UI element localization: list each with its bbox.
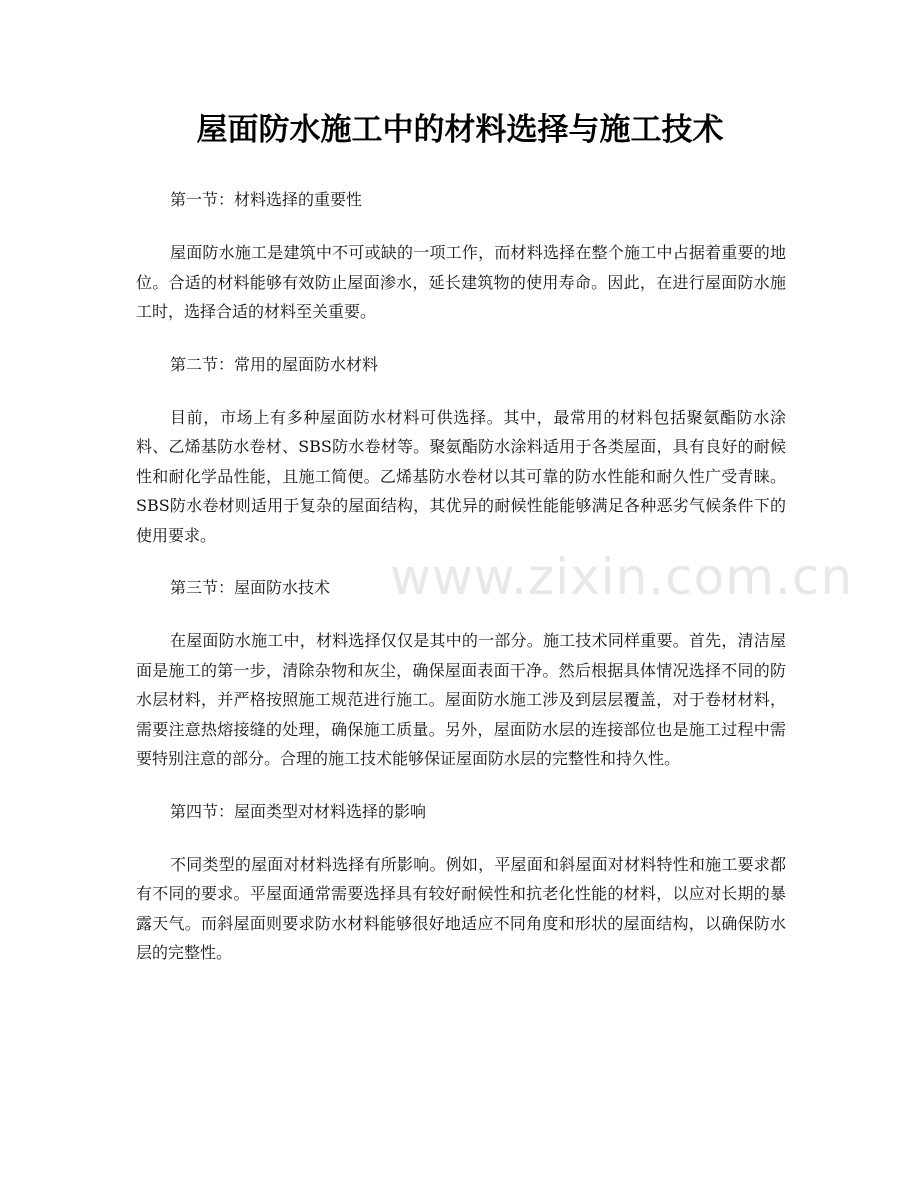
document-body [136, 182, 786, 968]
section-paragraph: 目前，市场上有多种屋面防水材料可供选择。其中，最常用的材料包括聚氨酯防水涂料、乙烯基防水卷材、SBS防水卷材等。聚氨酯防水涂料适用于各类屋面，具有良好的耐候性和耐化学品性能，且施工简便。乙烯基防水卷材以其可靠的防水性能和耐久性广受青睐。SBS防水卷材则适用于复杂的屋面结构，其优异的耐候性能能够满足各种恶劣气候条件下的使用要求。 [136, 407, 786, 545]
section-4 [136, 794, 786, 968]
section-paragraph: 屋面防水施工是建筑中不可或缺的一项工作，而材料选择在整个施工中占据着重要的地位。合适的材料能够有效防止屋面渗水，延长建筑物的使用寿命。因此，在进行屋面防水施工时，选择合适的材料至关重要。 [136, 243, 786, 321]
watermark: www.zixin.com.cn [390, 548, 854, 606]
document-title: 屋面防水施工中的材料选择与施工技术 [196, 112, 724, 148]
section-3 [136, 570, 786, 774]
section-1 [136, 182, 786, 327]
section-heading: 第四节：屋面类型对材料选择的影响 [170, 801, 427, 821]
section-heading: 第三节：屋面防水技术 [170, 578, 331, 597]
section-heading: 第一节：材料选择的重要性 [170, 190, 363, 209]
section-paragraph: 不同类型的屋面对材料选择有所影响。例如，平屋面和斜屋面对材料特性和施工要求都有不同的要求。平屋面通常需要选择具有较好耐候性和抗老化性能的材料，以应对长期的暴露天气。而斜屋面则要求防水材料能够很好地适应不同角度和形状的屋面结构，以确保防水层的完整性。 [136, 854, 786, 962]
section-heading: 第二节：常用的屋面防水材料 [170, 354, 379, 374]
section-paragraph: 在屋面防水施工中，材料选择仅仅是其中的一部分。施工技术同样重要。首先，清洁屋面是施工的第一步，清除杂物和灰尘，确保屋面表面干净。然后根据具体情况选择不同的防水层材料，并严格按照施工规范进行施工。屋面防水施工涉及到层层覆盖，对于卷材材料，需要注意热熔接缝的处理，确保施工质量。另外，屋面防水层的连接部位也是施工过程中需要特别注意的部分。合理的施工技术能够保证屋面防水层的完整性和持久性。 [136, 631, 786, 768]
section-2 [136, 347, 786, 551]
